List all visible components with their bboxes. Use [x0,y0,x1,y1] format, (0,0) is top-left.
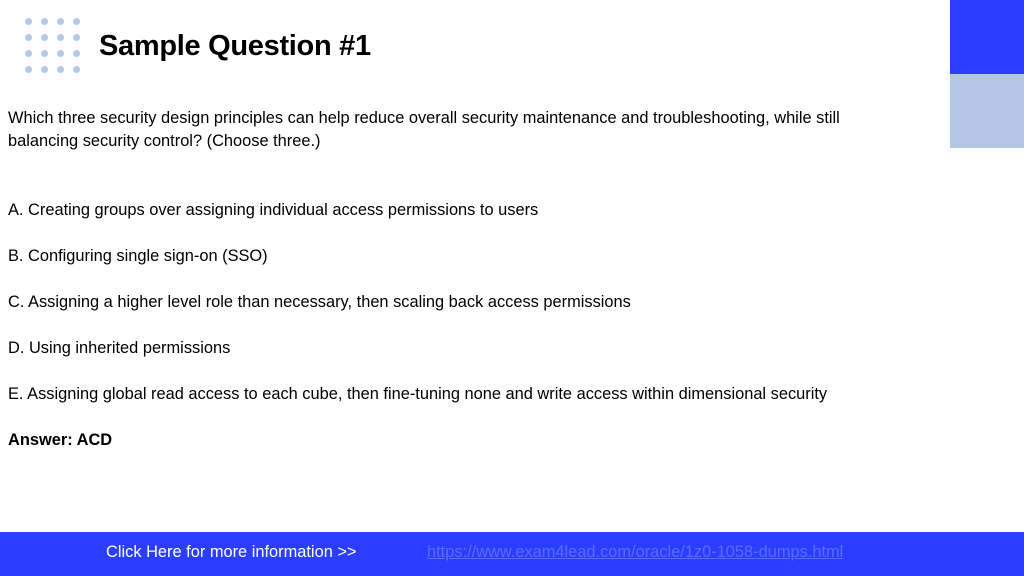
grid-dot [41,50,48,57]
grid-dot [73,34,80,41]
grid-dot [73,50,80,57]
page-title: Sample Question #1 [99,30,371,62]
option-b: B. Configuring single sign-on (SSO) [8,247,268,265]
grid-dot [57,66,64,73]
answer-text: Answer: ACD [8,431,113,449]
footer-link[interactable]: https://www.exam4lead.com/oracle/1z0-1058-dumps.html [427,543,844,561]
grid-dot [57,50,64,57]
grid-dot [25,34,32,41]
grid-dot [41,18,48,25]
grid-dot [57,18,64,25]
grid-dot [73,66,80,73]
footer-bar [0,532,1024,576]
question-content [8,107,868,452]
grid-dot [57,34,64,41]
grid-dot [73,18,80,25]
corner-block-blue [950,0,1024,74]
corner-block-light-blue [950,74,1024,148]
grid-dot [41,66,48,73]
option-a: A. Creating groups over assigning individual access permissions to users [8,201,539,219]
footer-cta[interactable]: Click Here for more information >> [106,543,357,561]
option-e: E. Assigning global read access to each cube, then fine-tuning none and write access within dimensional security [8,385,828,403]
option-d: D. Using inherited permissions [8,339,231,357]
dot-grid-icon [21,14,85,78]
option-c: C. Assigning a higher level role than necessary, then scaling back access permissions [8,293,631,311]
grid-dot [41,34,48,41]
question-text: Which three security design principles can help reduce overall security maintenance and troubleshooting, while still balancing security control? (Choose three.) [8,109,840,150]
grid-dot [25,50,32,57]
grid-dot [25,66,32,73]
grid-dot [25,18,32,25]
